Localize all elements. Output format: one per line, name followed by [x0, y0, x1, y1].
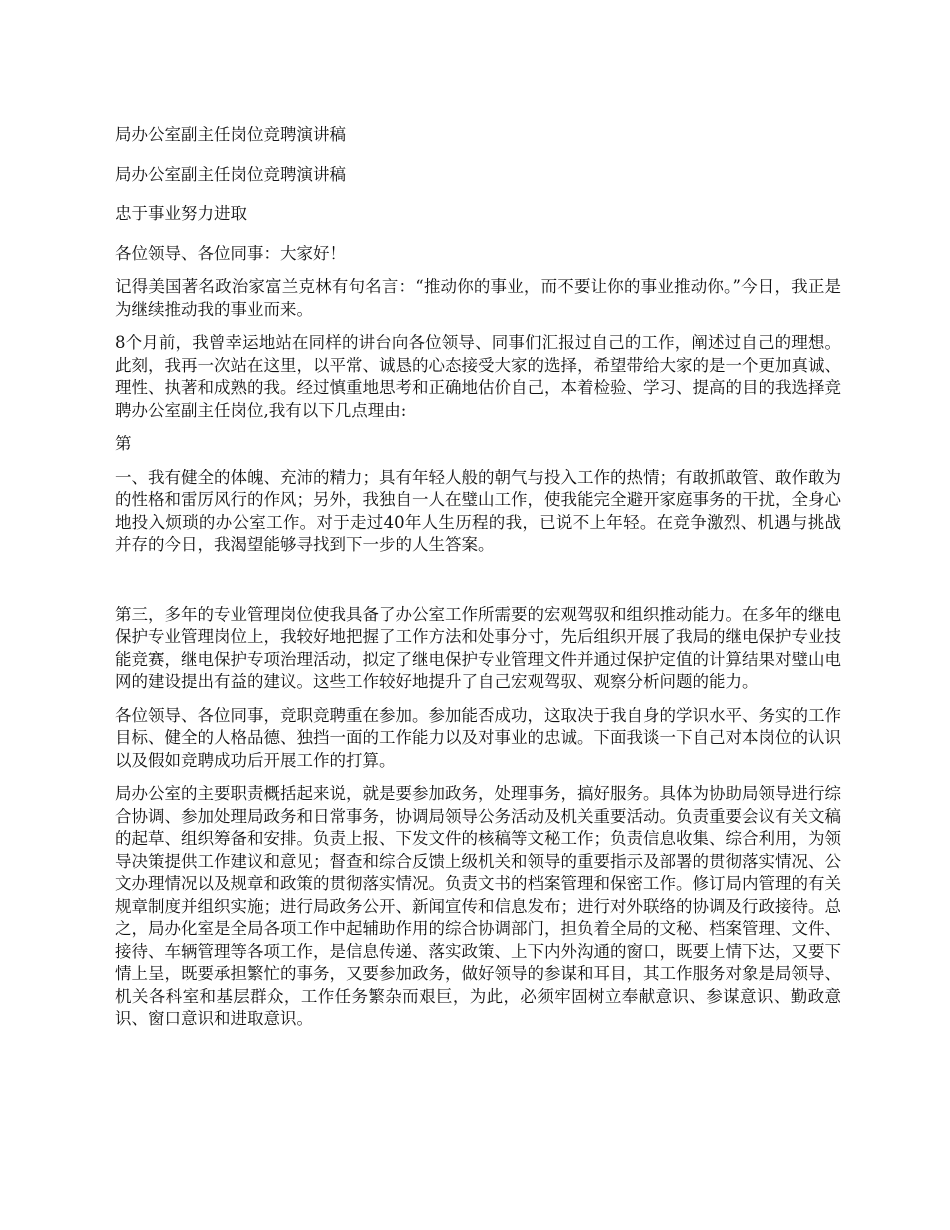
greeting: 各位领导、各位同事：大家好！	[115, 243, 346, 263]
paragraph-first-label: 第	[115, 434, 132, 453]
paragraph-participation: 各位领导、各位同事，竞职竞聘重在参加。参加能否成功，这取决于我自身的学识水平、务实的工作目标、健全的人格品德、独挡一面的工作能力以及对事业的忠诚。下面我谈一下自己对本岗位的认识以及假如竞聘成功后开展工作的打算。	[115, 705, 841, 770]
paragraph-background: 8个月前，我曾幸运地站在同样的讲台向各位领导、同事们汇报过自己的工作，阐述过自己的理想。此刻，我再一次站在这里，以平常、诚恳的心态接受大家的选择，希望带给大家的是一个更加真诚、理性、执著和成熟的我。经过慎重地思考和正确地估价自己，本着检验、学习、提高的目的我选择竞聘办公室副主任岗位,我有以下几点理由:	[115, 333, 841, 420]
paragraph-office-duties: 局办公室的主要职责概括起来说，就是要参加政务，处理事务，搞好服务。具体为协助局领导进行综合协调、参加处理局政务和日常事务，协调局领导公务活动及机关重要活动。负责重要会议有关文稿的起草、组织筹备和安排。负责上报、下发文件的核稿等文秘工作；负责信息收集、综合利用，为领导决策提供工作建议和意见；督查和综合反馈上级机关和领导的重要指示及部署的贯彻落实情况、公文办理情况以及规章和政策的贯彻落实情况。负责文书的档案管理和保密工作。修订局内管理的有关规章制度并组织实施；进行局政务公开、新闻宣传和信息发布；进行对外联络的协调及行政接待。总之，局办化室是全局各项工作中起辅助作用的综合协调部门，担负着全局的文秘、档案管理、文件、接待、车辆管理等各项工作，是信息传递、落实政策、上下内外沟通的窗口，既要上情下达，又要下情上呈，既要承担繁忙的事务，又要参加政务，做好领导的参谋和耳目，其工作服务对象是局领导、机关各科室和基层群众，工作任务繁杂而艰巨，为此，必须牢固树立奉献意识、参谋意识、勤政意识、窗口意识和进取意识。	[115, 784, 841, 1028]
document-subtitle: 忠于事业努力进取	[115, 204, 247, 223]
paragraph-reason-three: 第三，多年的专业管理岗位使我具备了办公室工作所需要的宏观驾驭和组织推动能力。在多年的继电保护专业管理岗位上，我较好地把握了工作方法和处事分寸，先后组织开展了我局的继电保护专业技能竞赛，继电保护专项治理活动，拟定了继电保护专业管理文件并通过保护定值的计算结果对璧山电网的建设提出有益的建议。这些工作较好地提升了自己宏观驾驭、观察分析问题的能力。	[115, 604, 841, 691]
document-title: 局办公室副主任岗位竞聘演讲稿	[115, 125, 346, 144]
paragraph-intro-quote: 记得美国著名政治家富兰克林有句名言：“推动你的事业，而不要让你的事业推动你。”今日，我正是为继续推动我的事业而来。	[115, 277, 841, 319]
blank-spacer	[115, 568, 841, 604]
document-title-repeat: 局办公室副主任岗位竞聘演讲稿	[115, 164, 346, 184]
paragraph-reason-one: 一、我有健全的体魄、充沛的精力；具有年轻人般的朝气与投入工作的热情；有敢抓敢管、敢作敢为的性格和雷厉风行的作风；另外，我独自一人在璧山工作，使我能完全避开家庭事务的干扰，全身心地投入烦琐的办公室工作。对于走过40年人生历程的我，已说不上年轻。在竞争激烈、机遇与挑战并存的今日，我渴望能够寻找到下一步的人生答案。	[115, 467, 841, 554]
document-page	[115, 124, 841, 1042]
